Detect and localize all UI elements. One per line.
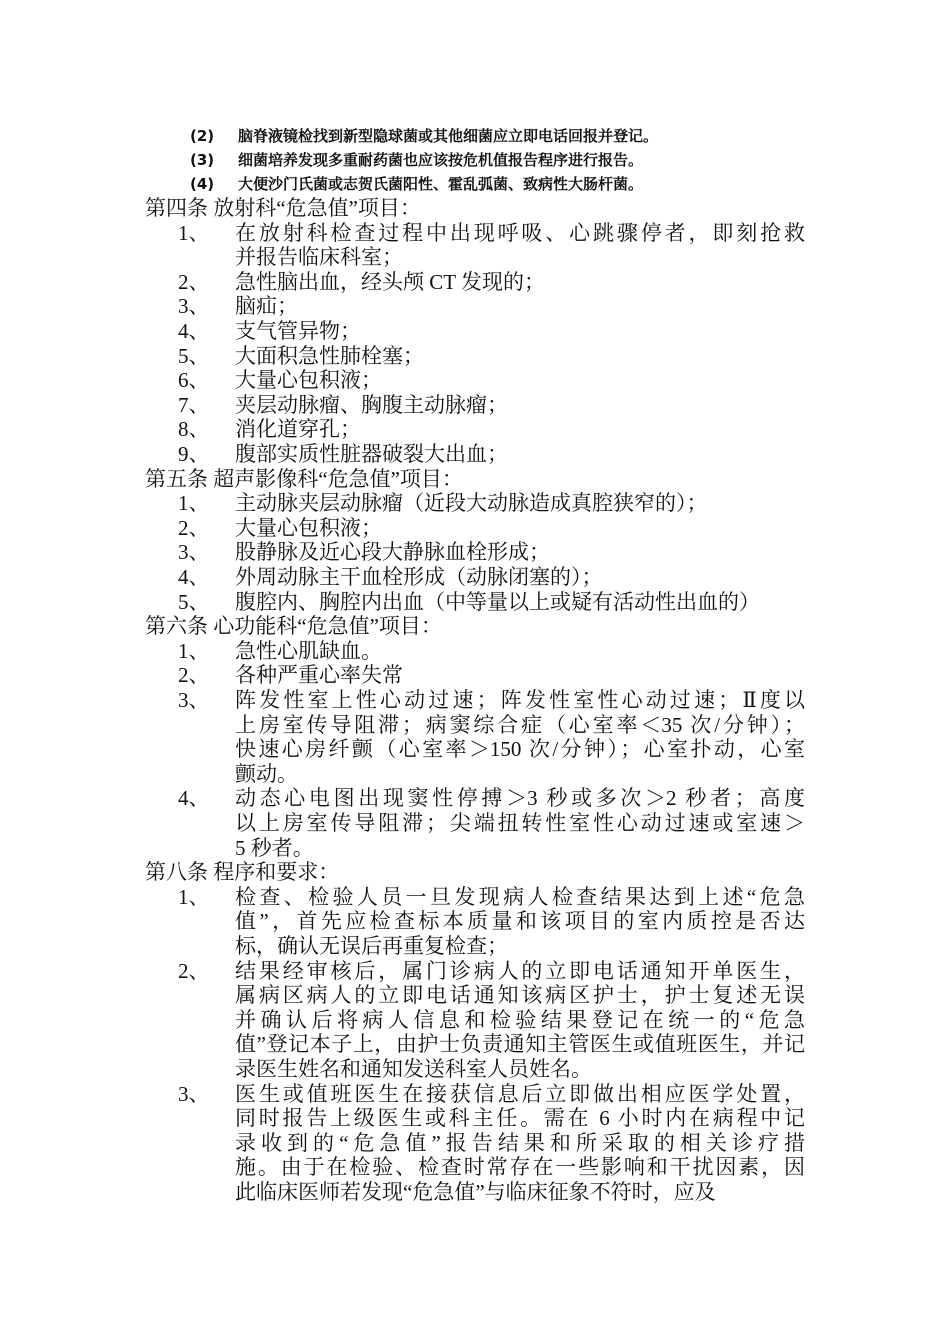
intro-item-number: (4)	[190, 175, 215, 193]
list-item-text: 腹部实质性脏器破裂大出血；	[235, 442, 508, 466]
list-item-text: 施。由于在检验、检查时常存在一些影响和干扰因素，因	[235, 1155, 805, 1180]
list-item-number: 4、	[178, 786, 210, 811]
list-item-number: 1、	[178, 884, 210, 909]
section-heading: 第六条 心功能科“危急值”项目：	[145, 614, 442, 639]
intro-item-number: (3)	[190, 151, 215, 169]
list-item-text: 值”，首先应检查标本质量和该项目的室内质控是否达	[235, 909, 805, 934]
list-item-text: 检查、检验人员一旦发现病人检查结果达到上述“危急	[235, 884, 805, 909]
list-item-text: 夹层动脉瘤、胸腹主动脉瘤；	[235, 392, 508, 417]
list-item-number: 8、	[178, 417, 210, 442]
list-item-text: 颤动。	[235, 761, 298, 786]
list-item-text: 急性心肌缺血。	[235, 638, 382, 663]
list-item-text: 医生或值班医生在接获信息后立即做出相应医学处置，	[235, 1081, 805, 1106]
list-item-text: 大面积急性肺栓塞；	[235, 343, 424, 368]
intro-item-number: (2)	[190, 127, 215, 145]
list-item-text: 结果经审核后，属门诊病人的立即电话通知开单医生，	[235, 958, 805, 983]
list-item-text: 各种严重心率失常	[235, 663, 403, 688]
list-item-number: 1、	[178, 491, 210, 516]
list-item-number: 7、	[178, 392, 210, 417]
list-item-text: 消化道穿孔；	[235, 417, 361, 442]
list-item-number: 2、	[178, 958, 210, 983]
list-item-number: 3、	[178, 688, 210, 712]
list-item-text: 在放射科检查过程中出现呼吸、心跳骤停者，即刻抢救	[235, 220, 805, 245]
list-item-text: 主动脉夹层动脉瘤（近段大动脉造成真腔狭窄的）；	[235, 491, 708, 516]
list-item-number: 1、	[178, 220, 210, 245]
list-item-number: 4、	[178, 319, 210, 343]
list-item-text: 腹腔内、胸腔内出血（中等量以上或疑有活动性出血的）	[235, 589, 760, 614]
list-item-number: 2、	[178, 663, 210, 688]
list-item-number: 6、	[178, 368, 210, 393]
list-item-text: 大量心包积液；	[235, 515, 382, 540]
list-item-number: 3、	[178, 540, 210, 565]
intro-item-text: 大便沙门氏菌或志贺氏菌阳性、霍乱弧菌、致病性大肠杆菌。	[238, 175, 644, 193]
section-heading: 第四条 放射科“危急值”项目：	[145, 196, 421, 220]
list-item-number: 3、	[178, 294, 210, 319]
list-item-text: 此临床医师若发现“危急值”与临床征象不符时，应及	[235, 1180, 716, 1204]
list-item-number: 5、	[178, 589, 210, 614]
list-item-text: 并报告临床科室；	[235, 245, 403, 270]
list-item-text: 5 秒者。	[235, 835, 314, 860]
section-heading: 第五条 超声影像科“危急值”项目：	[145, 466, 463, 491]
list-item-text: 急性脑出血，经头颅 CT 发现的；	[235, 269, 545, 294]
list-item-number: 1、	[178, 638, 210, 663]
list-item-text: 动态心电图出现窦性停搏＞3 秒或多次＞2 秒者；高度	[235, 786, 805, 811]
list-item-number: 4、	[178, 565, 210, 589]
section-heading: 第八条 程序和要求：	[145, 860, 340, 885]
list-item-text: 外周动脉主干血栓形成（动脉闭塞的）；	[235, 565, 603, 589]
list-item-number: 9、	[178, 442, 210, 466]
list-item-text: 阵发性室上性心动过速；阵发性室性心动过速；Ⅱ度以	[235, 688, 805, 712]
list-item-text: 录收到的“危急值”报告结果和所采取的相关诊疗措	[235, 1130, 805, 1155]
list-item-text: 标，确认无误后再重复检查；	[235, 934, 508, 958]
list-item-number: 3、	[178, 1081, 210, 1106]
list-item-text: 股静脉及近心段大静脉血栓形成；	[235, 540, 550, 565]
list-item-number: 2、	[178, 515, 210, 540]
list-item-text: 属病区病人的立即电话通知该病区护士，护士复述无误	[235, 983, 805, 1008]
list-item-text: 以上房室传导阻滞；尖端扭转性室性心动过速或室速＞	[235, 811, 805, 835]
list-item-text: 上房室传导阻滞；病窦综合症（心室率＜35 次/分钟）；	[235, 712, 805, 737]
list-item-text: 大量心包积液；	[235, 368, 382, 393]
intro-item-text: 脑脊液镜检找到新型隐球菌或其他细菌应立即电话回报并登记。	[238, 127, 659, 145]
list-item-text: 脑疝；	[235, 294, 298, 319]
list-item-number: 5、	[178, 343, 210, 368]
list-item-text: 录医生姓名和通知发送科室人员姓名。	[235, 1057, 592, 1081]
list-item-text: 快速心房纤颤（心室率＞150 次/分钟）；心室扑动，心室	[235, 737, 805, 762]
list-item-text: 同时报告上级医生或科主任。需在 6 小时内在病程中记	[235, 1106, 805, 1131]
list-item-text: 支气管异物；	[235, 319, 361, 343]
list-item-number: 2、	[178, 269, 210, 294]
intro-item-text: 细菌培养发现多重耐药菌也应该按危机值报告程序进行报告。	[238, 151, 644, 169]
list-item-text: 并确认后将病人信息和检验结果登记在统一的“危急	[235, 1007, 805, 1032]
list-item-text: 值”登记本子上，由护士负责通知主管医生或值班医生，并记	[235, 1032, 805, 1057]
